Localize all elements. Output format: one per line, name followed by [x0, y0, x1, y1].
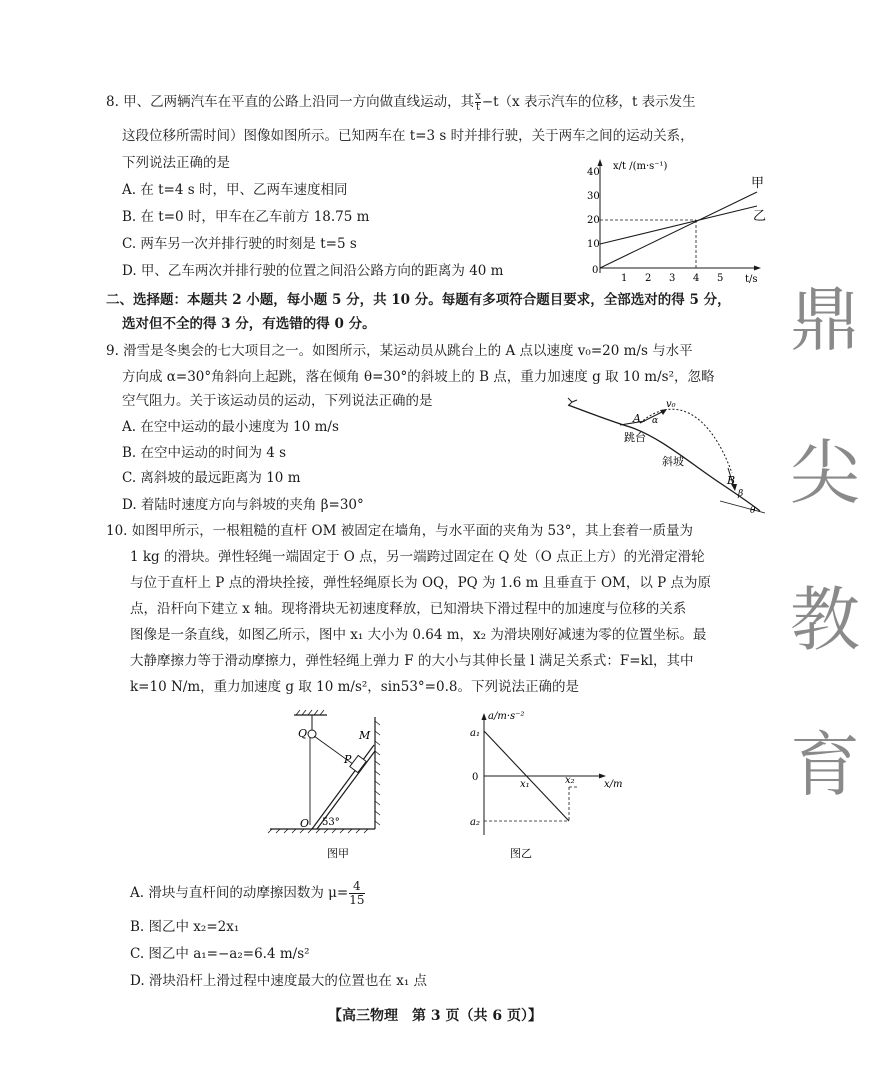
q8-line-jia: [600, 192, 757, 268]
q10-label-O: O: [300, 817, 310, 830]
q8-line1-b: −t（x 表示汽车的位移，t 表示发生: [481, 94, 696, 110]
q10-caption-jia: 图甲: [327, 847, 349, 860]
q10-option-b: B. 图乙中 x₂=2x₁: [130, 919, 240, 935]
q10-option-d: D. 滑块沿杆上滑过程中速度最大的位置也在 x₁ 点: [130, 973, 428, 989]
q10-wall-hatch: [375, 721, 380, 825]
q10-yi-x-arrow: [599, 774, 606, 779]
q8-x-arrow: [754, 266, 761, 271]
q8-label-jia: 甲: [751, 176, 765, 191]
q8-xtick-3: 3: [669, 273, 676, 284]
q8-ytick-20: 20: [587, 215, 600, 226]
q8-fraction: [475, 92, 481, 113]
q8-xtick-4: 4: [693, 273, 700, 284]
q9-option-c: C. 离斜坡的最远距离为 10 m: [122, 470, 301, 486]
q9-option-b: B. 在空中运动的时间为 4 s: [122, 445, 287, 461]
q10-fig-jia: [262, 705, 402, 865]
q9-label-v0: v₀: [666, 399, 676, 410]
q10-option-a-fraction: [349, 880, 364, 907]
q8-frac-den: t: [475, 102, 480, 113]
q8-label-yi: 乙: [753, 209, 767, 224]
q9-figure: [560, 393, 770, 518]
q9-label-tiaotai: 跳台: [624, 431, 646, 444]
q10-label-angle: 53°: [322, 817, 340, 828]
q8-y-arrow: [598, 159, 603, 166]
q8-xlabel: t/s: [745, 274, 758, 285]
q8-ylabel: x/t /(m·s⁻¹): [613, 161, 668, 172]
q8-option-a: A. 在 t=4 s 时，甲、乙两车速度相同: [122, 182, 348, 198]
q8-xtick-5: 5: [717, 273, 724, 284]
q9-label-alpha: α: [652, 416, 659, 426]
q9-label-A: A: [633, 412, 641, 425]
q8-line1: [106, 92, 696, 113]
q8-frac-num: x: [475, 91, 481, 102]
q8-line3: 下列说法正确的是: [122, 155, 230, 171]
q10-line6: 大静摩擦力等于滑动摩擦力，弹性轻绳上弹力 F 的大小与其伸长量 l 满足关系式：F=kl，其中: [130, 653, 694, 669]
q9-option-a: A. 在空中运动的最小速度为 10 m/s: [122, 419, 339, 435]
q8-graph: [585, 155, 775, 285]
watermark-char-3: 教: [790, 579, 860, 661]
q10-line2: 1 kg 的滑块。弹性轻绳一端固定于 O 点，另一端跨过固定在 Q 处（O 点正上方）的光滑定滑轮: [130, 549, 705, 565]
q8-ytick-10: 10: [587, 239, 600, 250]
q10-option-c: C. 图乙中 a₁=−a₂=6.4 m/s²: [130, 946, 310, 962]
q9-label-beta: β: [738, 489, 744, 499]
q10-yi-label-x1: x₁: [520, 779, 530, 790]
q8-ytick-0: 0: [592, 265, 599, 276]
section2-line2: 选对但不全的得 3 分，有选错的得 0 分。: [122, 316, 376, 332]
q10-label-Q: Q: [298, 727, 308, 740]
q10-option-a-text: A. 滑块与直杆间的动摩擦因数为 μ=: [130, 885, 349, 901]
q8-option-d: D. 甲、乙车两次并排行驶的位置之间沿公路方向的距离为 40 m: [122, 263, 504, 279]
q10-yi-label-x2: x₂: [565, 775, 575, 786]
q9-line1: 9. 滑雪是冬奥会的七大项目之一。如图所示，某运动员从跳台上的 A 点以速度 v₀=20 m/s 与水平: [106, 343, 693, 359]
q10-yi-xlabel: x/m: [604, 779, 623, 790]
q8-xtick-1: 1: [621, 273, 628, 284]
q9-line3: 空气阻力。关于该运动员的运动，下列说法正确的是: [122, 393, 433, 409]
q9-label-B: B: [727, 474, 736, 487]
q10-line3: 与位于直杆上 P 点的滑块拴接，弹性轻绳原长为 OQ，PQ 为 1.6 m 且垂直于 OM，以 P 点为原: [130, 575, 712, 591]
watermark-char-4: 育: [790, 724, 860, 806]
q8-xtick-2: 2: [645, 273, 652, 284]
q10-option-a: [130, 880, 366, 907]
section2-line1: 二、选择题：本题共 2 小题，每小题 5 分，共 10 分。每题有多项符合题目要求，全部选对的得 5 分，: [106, 292, 731, 308]
q8-line-yi: [600, 206, 757, 244]
q9-skier-icon: [568, 398, 577, 405]
q10-label-P: P: [344, 753, 352, 766]
q10-yi-label-a1: a₁: [470, 728, 480, 739]
q10-yi-label-0: 0: [472, 772, 479, 783]
q10-yi-ylabel: a/m·s⁻²: [488, 711, 525, 722]
watermark-char-1: 鼎: [790, 279, 860, 361]
q8-option-b: B. 在 t=0 时，甲车在乙车前方 18.75 m: [122, 209, 370, 225]
q8-line1-a: 8. 甲、乙两辆汽车在平直的公路上沿同一方向做直线运动，其: [106, 94, 475, 110]
q10-line5: 图像是一条直线，如图乙所示，图中 x₁ 大小为 0.64 m，x₂ 为滑块刚好减速为零的位置坐标。最: [130, 627, 707, 643]
page-footer: 【高三物理 第 3 页（共 6 页）】: [328, 1008, 542, 1024]
q8-ytick-40: 40: [587, 167, 600, 178]
q10-ceiling-hatch: [296, 710, 324, 715]
q8-line2: 这段位移所需时间）图像如图所示。已知两车在 t=3 s 时并排行驶，关于两车之间的运动关系，: [122, 128, 694, 144]
q10-yi-label-a2: a₂: [470, 817, 480, 828]
q9-line2: 方向成 α=30°角斜向上起跳，落在倾角 θ=30°的斜坡上的 B 点，重力加速度 g 取 10 m/s²，忽略: [122, 369, 715, 385]
q9-ground-line: [720, 501, 765, 513]
q9-label-theta: θ: [750, 506, 756, 516]
watermark-char-2: 尖: [790, 432, 860, 514]
q8-option-c: C. 两车另一次并排行驶的时刻是 t=5 s: [122, 236, 357, 252]
q10-option-a-num: 4: [349, 880, 364, 894]
q10-option-a-den: 15: [349, 893, 365, 907]
q10-yi-y-arrow: [482, 713, 487, 720]
q10-line1: 10. 如图甲所示，一根粗糙的直杆 OM 被固定在墙角，与水平面的夹角为 53°，其上套着一质量为: [106, 523, 693, 539]
q9-label-xiepo: 斜坡: [662, 455, 684, 468]
q8-ytick-30: 30: [587, 191, 600, 202]
q9-option-d: D. 着陆时速度方向与斜坡的夹角 β=30°: [122, 497, 364, 513]
q10-fig-yi: [462, 705, 637, 865]
q10-line4: 点，沿杆向下建立 x 轴。现将滑块无初速度释放，已知滑块下滑过程中的加速度与位移的关系: [130, 601, 687, 617]
q10-line7: k=10 N/m，重力加速度 g 取 10 m/s²，sin53°=0.8。下列说法正确的是: [130, 679, 579, 695]
q10-label-M: M: [359, 729, 371, 742]
q10-caption-yi: 图乙: [510, 847, 532, 860]
